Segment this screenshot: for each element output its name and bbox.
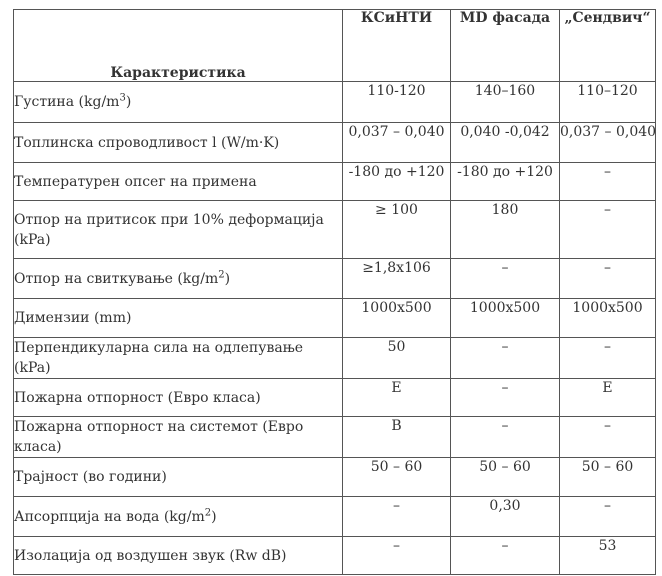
row-label [14, 537, 343, 575]
table-row [14, 417, 656, 458]
row-label [14, 82, 343, 123]
value-sendvich: E [560, 379, 656, 417]
row-label [14, 458, 343, 497]
value-sendvich: – [560, 497, 656, 537]
row-label [14, 163, 343, 201]
label-text: Густина (kg/m [14, 94, 120, 110]
value-md-fasada: 1000x500 [451, 299, 560, 338]
label-text: Трајност (во години) [14, 469, 167, 485]
value-ksinti: B [343, 417, 451, 458]
value-sendvich: 50 – 60 [560, 458, 656, 497]
table-row [14, 379, 656, 417]
row-label [14, 201, 343, 259]
value-ksinti: 50 – 60 [343, 458, 451, 497]
value-ksinti: -180 до +120 [343, 163, 451, 201]
table-row [14, 497, 656, 537]
label-text: Изолација од воздушен звук (Rw dB) [14, 547, 287, 564]
value-md-fasada: 0,040 -0,042 [451, 123, 560, 163]
label-text: Отпор на притисок при 10% деформација (kPa) [14, 211, 324, 248]
value-md-fasada: – [451, 417, 560, 458]
label-text: Апсорпција на вода (kg/m [14, 508, 205, 525]
label-text: Температурен опсег на примена [14, 173, 257, 190]
label-text: Топлинска спроводливост l (W/m·K) [14, 134, 280, 151]
value-md-fasada: – [451, 338, 560, 379]
table-row [14, 201, 656, 259]
header-characteristic: Карактеристика [14, 10, 343, 82]
value-ksinti: 1000x500 [343, 299, 451, 338]
value-sendvich: – [560, 201, 656, 259]
value-ksinti: 50 [343, 338, 451, 379]
label-text: Пожарна отпорност (Евро класа) [14, 389, 261, 406]
value-sendvich: – [560, 417, 656, 458]
label-tail: ) [125, 94, 132, 110]
value-md-fasada: -180 до +120 [451, 163, 560, 201]
row-label [14, 338, 343, 379]
label-sup: 2 [204, 506, 212, 518]
row-label [14, 417, 343, 458]
value-sendvich: – [560, 338, 656, 379]
label-text: Пожарна отпорност на системот (Евро класа) [14, 419, 304, 455]
label-sup: 3 [119, 92, 126, 104]
value-md-fasada: – [451, 537, 560, 575]
row-label [14, 259, 343, 299]
table-row [14, 123, 656, 163]
value-sendvich: – [560, 259, 656, 299]
table-row [14, 299, 656, 338]
value-md-fasada: – [451, 379, 560, 417]
header-row [14, 10, 656, 82]
header-ksinti: КСиНТИ [343, 10, 451, 82]
label-tail: ) [224, 270, 231, 287]
value-md-fasada: 50 – 60 [451, 458, 560, 497]
header-sendvich: „Сендвич“ [560, 10, 656, 82]
value-md-fasada: 140–160 [451, 82, 560, 123]
table-row [14, 82, 656, 123]
value-ksinti: 0,037 – 0,040 [343, 123, 451, 163]
label-text: Перпендикуларна сила на одлепување (kPa) [14, 340, 304, 376]
row-label [14, 123, 343, 163]
label-tail: ) [211, 508, 217, 525]
value-ksinti: ≥ 100 [343, 201, 451, 259]
value-sendvich: 53 [560, 537, 656, 575]
label-text: Димензии (mm) [14, 310, 132, 326]
value-sendvich: 110–120 [560, 82, 656, 123]
spec-table [13, 9, 656, 575]
table-row [14, 163, 656, 201]
value-ksinti: ≥1,8x106 [343, 259, 451, 299]
value-sendvich: – [560, 163, 656, 201]
row-label [14, 379, 343, 417]
value-sendvich: 0,037 – 0,040 [560, 123, 656, 163]
label-text: Отпор на свиткување (kg/m [14, 270, 219, 287]
table-row [14, 338, 656, 379]
table-row [14, 458, 656, 497]
value-ksinti: – [343, 497, 451, 537]
value-md-fasada: 180 [451, 201, 560, 259]
table-row [14, 537, 656, 575]
table-row [14, 259, 656, 299]
value-ksinti: E [343, 379, 451, 417]
header-md-fasada: MD фасада [451, 10, 560, 82]
row-label [14, 299, 343, 338]
value-ksinti: 110-120 [343, 82, 451, 123]
value-ksinti: – [343, 537, 451, 575]
row-label [14, 497, 343, 537]
value-md-fasada: – [451, 259, 560, 299]
value-md-fasada: 0,30 [451, 497, 560, 537]
value-sendvich: 1000x500 [560, 299, 656, 338]
label-sup: 2 [218, 268, 225, 280]
